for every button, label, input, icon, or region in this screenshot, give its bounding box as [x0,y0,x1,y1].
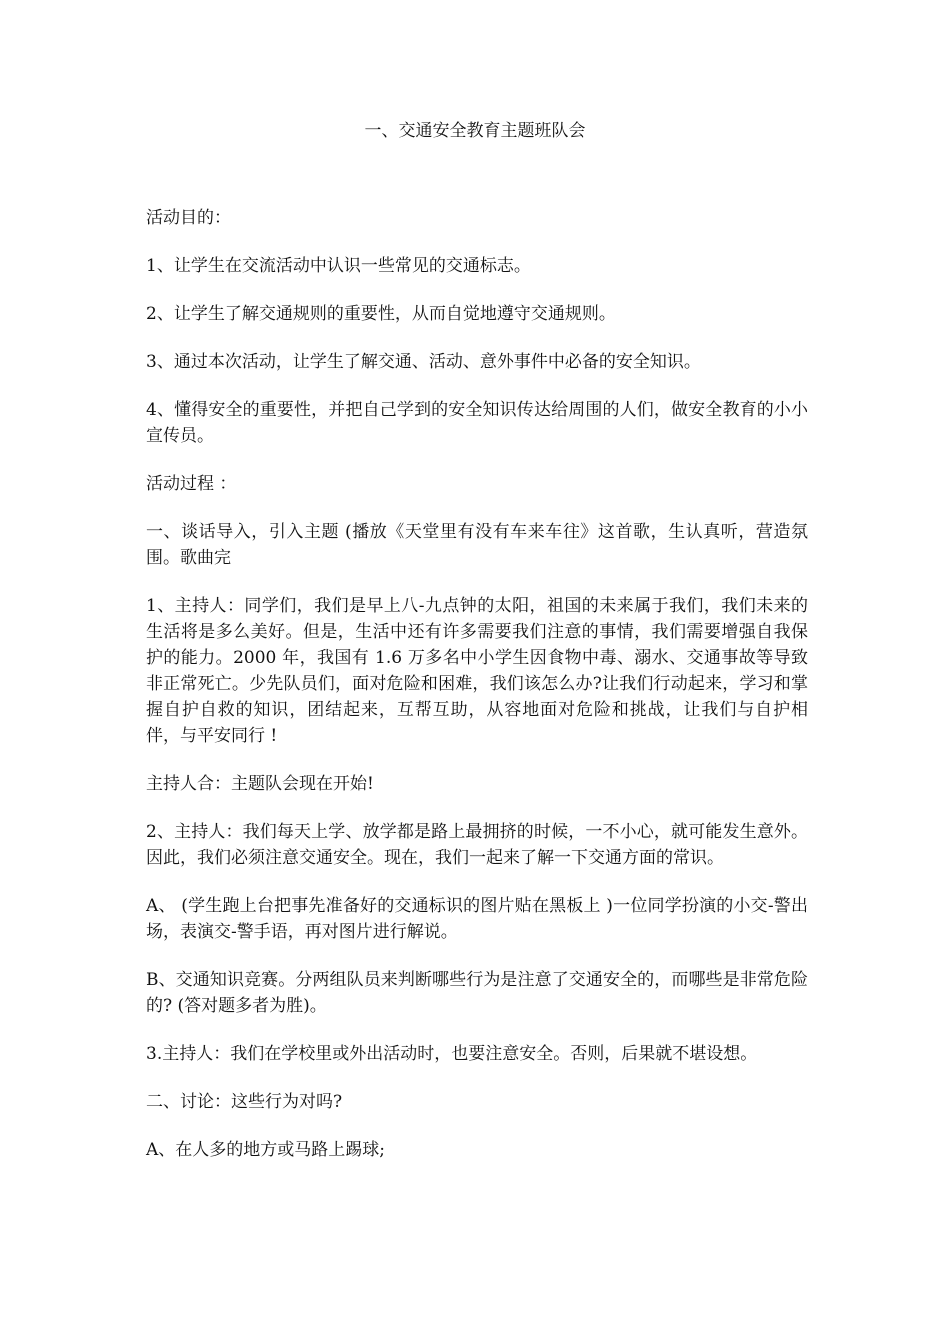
paragraph-objective-1: 1、让学生在交流活动中认识一些常见的交通标志。 [146,256,531,276]
paragraph-objective-2: 2、让学生了解交通规则的重要性，从而自觉地遵守交通规则。 [146,304,616,324]
paragraph-process-heading: 活动过程 ： [146,474,237,494]
paragraph-objective-3: 3、通过本次活动，让学生了解交通、活动、意外事件中必备的安全知识。 [146,352,701,372]
document-body [146,205,808,1185]
paragraph-section-2-heading: 二、讨论：这些行为对吗? [146,1092,343,1112]
paragraph-host-speech-1: 1、主持人：同学们，我们是早上八-九点钟的太阳，祖国的未来属于我们，我们未来的生活将是多么美好。但是，生活中还有许多需要我们注意的事情，我们需要增强自我保护的能力。2000 年，我国有 1.6 万多名中小学生因食物中毒、溺水、交通事故等导致非正常死亡。少先队员们，面对危险和困难，我们该怎么办?让我们行动起来，学习和掌握自护自救的知识，团结起来，互帮互助，从容地面对危险和挑战，让我们与自护相伴，与平安同行 ! [146,596,808,746]
paragraph-objectives-heading: 活动目的： [146,208,231,228]
paragraph-item-a: A、 (学生跑上台把事先准备好的交通标识的图片贴在黑板上 )一位同学扮演的小交-警出场，表演交-警手语，再对图片进行解说。 [146,896,808,942]
paragraph-host-together: 主持人合：主题队会现在开始! [146,774,374,794]
document-title: 一、交通安全教育主题班队会 [364,121,586,141]
paragraph-section-1-intro: 一、谈话导入，引入主题 (播放《天堂里有没有车来车往》这首歌，生认真听，营造氛围。歌曲完 [146,522,808,568]
paragraph-host-speech-3: 3.主持人：我们在学校里或外出活动时，也要注意安全。否则，后果就不堪设想。 [146,1044,758,1064]
paragraph-host-speech-2: 2、主持人：我们每天上学、放学都是路上最拥挤的时候，一不小心，就可能发生意外。因此，我们必须注意交通安全。现在，我们一起来了解一下交通方面的常识。 [146,822,808,868]
paragraph-discussion-a: A、在人多的地方或马路上踢球; [146,1140,386,1160]
paragraph-item-b: B、交通知识竞赛。分两组队员来判断哪些行为是注意了交通安全的，而哪些是非常危险的? (答对题多者为胜)。 [146,970,808,1016]
paragraph-objective-4: 4、懂得安全的重要性，并把自己学到的安全知识传达给周围的人们，做安全教育的小小宣传员。 [146,400,808,446]
